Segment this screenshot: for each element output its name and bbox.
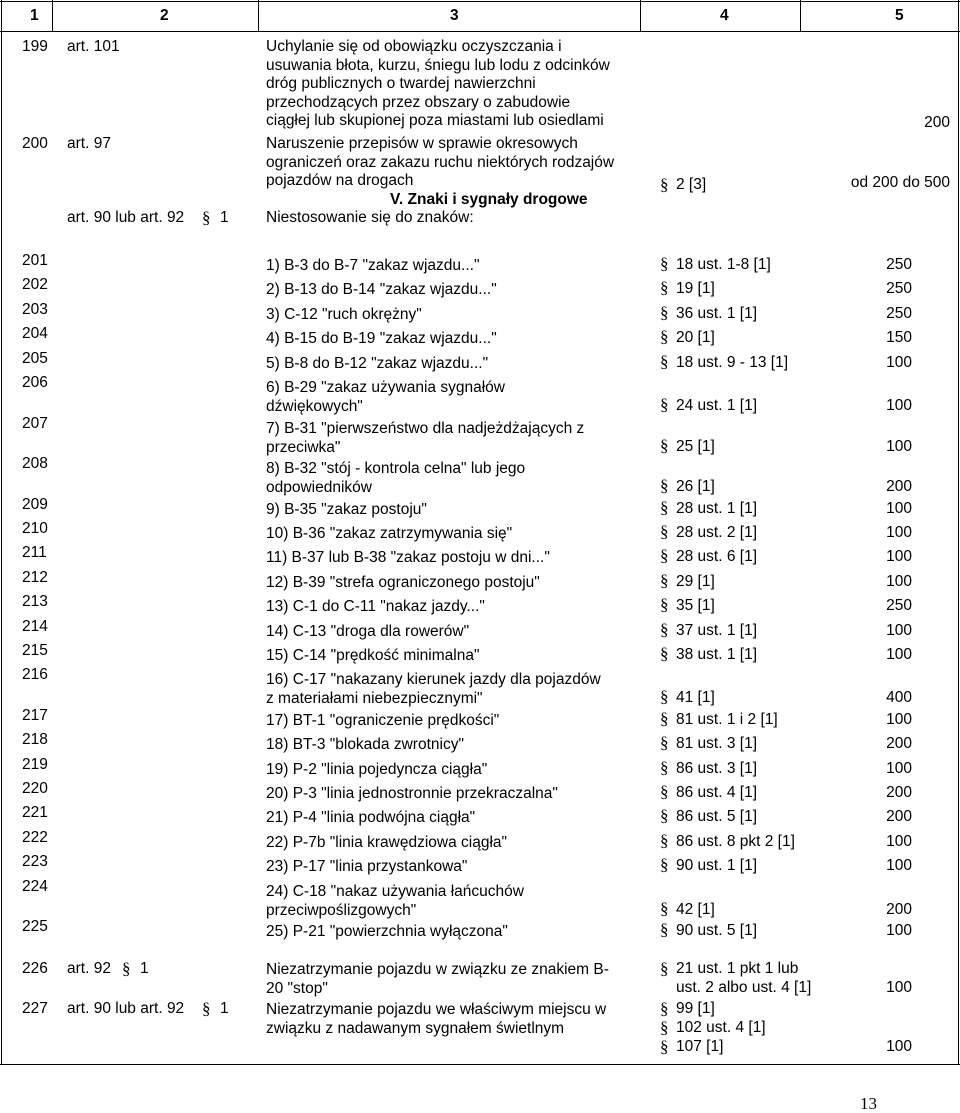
section-symbol: § <box>660 351 669 371</box>
section-ref: 102 ust. 4 [1] <box>676 1019 766 1036</box>
row-number: 223 <box>22 853 48 871</box>
sign-description: 3) C-12 "ruch okrężny" <box>266 305 422 323</box>
section-ref: 36 ust. 1 [1] <box>676 304 757 322</box>
section-ref: 18 ust. 9 - 13 [1] <box>676 353 789 371</box>
article-suffix: 1 <box>220 1000 229 1017</box>
sign-description: 6) B-29 "zakaz używania sygnałów dźwiękowych" <box>266 379 505 415</box>
section-ref: 38 ust. 1 [1] <box>676 645 757 663</box>
section-symbol: § <box>660 733 669 753</box>
section-symbol: § <box>660 959 669 978</box>
section-ref: 86 ust. 5 [1] <box>676 808 757 826</box>
section-symbol: § <box>660 999 669 1018</box>
col-divider-1-2 <box>52 0 53 31</box>
row-number: 225 <box>22 918 48 936</box>
row-number: 204 <box>22 325 48 343</box>
section-ref: 2 [3] <box>676 176 707 193</box>
fine-amount: 100 <box>886 572 912 590</box>
row-number: 220 <box>22 780 48 797</box>
row-number: 205 <box>22 349 48 367</box>
sign-description: 8) B-32 "stój - kontrola celna" lub jego odpowiedników <box>266 460 526 496</box>
offense-description: Niezatrzymanie pojazdu we właściwym miejscu w związku z nadawanym sygnałem świetlnym <box>266 1001 607 1037</box>
fine-amount: 100 <box>886 523 912 541</box>
row-number: 207 <box>22 414 48 432</box>
col-divider-2-3 <box>258 0 259 31</box>
offense-description: Uchylanie się od obowiązku oczyszczania i usuwania błota, kurzu, śniegu lub lodu z odcinków dróg publicznych o twardej nawierzchni przechodzących przez obszary o zabudowie ciągłej lub skupionej poza miastami lub osiedlami <box>266 38 610 129</box>
group-article-suffix: 1 <box>220 209 229 226</box>
row-number: 217 <box>22 706 48 724</box>
section-symbol: § <box>660 435 669 455</box>
column-header-4: 4 <box>720 7 729 24</box>
section-symbol: § <box>660 278 669 298</box>
sign-description: 11) B-37 lub B-38 "zakaz postoju w dni..." <box>266 549 550 567</box>
sign-description: 17) BT-1 "ograniczenie prędkości" <box>266 711 500 729</box>
section-ref: 86 ust. 3 [1] <box>676 759 757 777</box>
fine-amount: 400 <box>886 689 912 707</box>
sign-description: 18) BT-3 "blokada zwrotnicy" <box>266 736 464 754</box>
fine-amount: 100 <box>886 759 912 777</box>
section-symbol: § <box>660 476 669 495</box>
section-ref: 28 ust. 6 [1] <box>676 548 757 566</box>
section-ref: 21 ust. 1 pkt 1 lub <box>676 960 799 977</box>
row-number: 224 <box>22 877 48 895</box>
col-divider-4-5 <box>800 0 801 31</box>
section-symbol: § <box>660 254 669 273</box>
fine-amount: 100 <box>886 710 912 728</box>
sign-description: 12) B-39 "strefa ograniczonego postoju" <box>266 573 540 591</box>
section-ref: 81 ust. 3 [1] <box>676 735 757 753</box>
section-symbol: § <box>660 595 669 615</box>
sign-description: 22) P-7b "linia krawędziowa ciągła" <box>266 833 508 851</box>
fine-amount: 250 <box>886 304 912 322</box>
group-article-ref: art. 90 lub art. 92 <box>67 209 185 226</box>
fine-amount: 100 <box>886 397 912 414</box>
header-bottom-border <box>0 31 960 32</box>
section-ref: 18 ust. 1-8 [1] <box>676 256 771 273</box>
section-ref: 42 [1] <box>676 900 715 918</box>
fine-amount: 100 <box>886 1038 912 1055</box>
section-symbol: § <box>660 708 669 728</box>
article-ref: art. 97 <box>67 135 111 152</box>
sign-description: 23) P-17 "linia przystankowa" <box>266 858 468 876</box>
section-title: V. Znaki i sygnały drogowe <box>390 191 588 208</box>
fine-amount: od 200 do 500 <box>850 174 950 191</box>
sign-description: 10) B-36 "zakaz zatrzymywania się" <box>266 524 513 542</box>
article-ref: art. 90 lub art. 92 <box>67 1000 185 1017</box>
row-number: 208 <box>22 455 48 472</box>
row-number: 216 <box>22 666 48 684</box>
sign-description: 19) P-2 "linia pojedyncza ciągła" <box>266 760 488 778</box>
section-symbol: § <box>660 497 669 517</box>
column-header-2: 2 <box>160 7 169 24</box>
sign-description: 1) B-3 do B-7 "zakaz wjazdu..." <box>266 257 480 274</box>
section-ref: 90 ust. 1 [1] <box>676 857 757 875</box>
fine-amount: 250 <box>886 256 912 273</box>
section-symbol: § <box>202 208 211 227</box>
row-number: 206 <box>22 374 48 391</box>
section-ref: ust. 2 albo ust. 4 [1] <box>676 979 812 996</box>
sign-description: 20) P-3 "linia jednostronnie przekraczalna" <box>266 785 558 802</box>
section-symbol: § <box>660 175 669 194</box>
fine-amount: 100 <box>886 353 912 371</box>
section-ref: 107 [1] <box>676 1038 724 1055</box>
table-top-border <box>0 1 960 2</box>
section-ref: 24 ust. 1 [1] <box>676 397 757 414</box>
section-symbol: § <box>660 1037 669 1056</box>
section-symbol: § <box>660 1018 669 1037</box>
section-ref: 37 ust. 1 [1] <box>676 621 757 639</box>
section-ref: 29 [1] <box>676 572 715 590</box>
section-symbol: § <box>660 521 669 541</box>
fine-amount: 100 <box>886 548 912 566</box>
section-ref: 28 ust. 1 [1] <box>676 499 757 517</box>
section-symbol: § <box>660 920 669 940</box>
section-ref: 90 ust. 5 [1] <box>676 922 757 940</box>
section-ref: 86 ust. 8 pkt 2 [1] <box>676 832 795 850</box>
section-symbol: § <box>660 546 669 566</box>
section-symbol: § <box>660 570 669 590</box>
section-symbol: § <box>660 302 669 322</box>
fine-amount: 200 <box>886 784 912 801</box>
row-number: 215 <box>22 641 48 659</box>
section-symbol: § <box>660 782 669 801</box>
offense-description: Naruszenie przepisów w sprawie okresowych ograniczeń oraz zakazu ruchu niektórych rodzajów pojazdów na drogach <box>266 135 615 189</box>
fine-amount: 200 <box>924 114 950 131</box>
sign-description: 15) C-14 "prędkość minimalna" <box>266 646 480 664</box>
sign-description: 13) C-1 do C-11 "nakaz jazdy..." <box>266 598 485 616</box>
fine-amount: 100 <box>886 645 912 663</box>
row-number: 211 <box>22 544 47 562</box>
section-symbol: § <box>202 999 211 1018</box>
article-ref: art. 101 <box>67 38 120 55</box>
row-number: 199 <box>22 38 48 55</box>
page-number: 13 <box>860 1094 877 1113</box>
sign-description: 21) P-4 "linia podwójna ciągła" <box>266 809 476 827</box>
row-number: 218 <box>22 731 48 749</box>
fine-amount: 100 <box>886 499 912 517</box>
fine-amount: 100 <box>886 922 912 940</box>
section-symbol: § <box>660 327 669 347</box>
section-ref: 41 [1] <box>676 689 715 707</box>
fine-amount: 100 <box>886 857 912 875</box>
row-number: 210 <box>22 519 48 537</box>
section-ref: 26 [1] <box>676 478 715 495</box>
section-ref: 99 [1] <box>676 1000 715 1017</box>
sign-description: 7) B-31 "pierwszeństwo dla nadjeżdżających z przeciwka" <box>266 419 585 456</box>
fine-amount: 200 <box>886 478 912 495</box>
column-header-3: 3 <box>450 7 459 24</box>
section-symbol: § <box>660 830 669 850</box>
section-symbol: § <box>660 806 669 826</box>
section-symbol: § <box>660 898 669 918</box>
fine-amount: 200 <box>886 900 912 918</box>
section-symbol: § <box>660 855 669 875</box>
fine-amount: 200 <box>886 735 912 753</box>
article-suffix: 1 <box>140 960 149 977</box>
row-number: 200 <box>22 135 48 152</box>
sign-description: 2) B-13 do B-14 "zakaz wjazdu..." <box>266 281 497 299</box>
sign-description: 16) C-17 "nakazany kierunek jazdy dla pojazdów z materiałami niebezpiecznymi" <box>266 671 601 708</box>
row-number: 214 <box>22 617 48 635</box>
fine-amount: 100 <box>886 832 912 850</box>
section-ref: 35 [1] <box>676 597 715 615</box>
section-symbol: § <box>660 619 669 639</box>
row-number: 213 <box>22 593 48 611</box>
column-header-1: 1 <box>30 7 39 24</box>
section-symbol: § <box>660 395 669 414</box>
article-ref: art. 92 <box>67 960 111 977</box>
fine-amount: 100 <box>886 621 912 639</box>
row-number: 222 <box>22 828 48 846</box>
row-number: 219 <box>22 755 48 773</box>
row-number: 227 <box>22 1000 48 1017</box>
sign-description: 25) P-21 "powierzchnia wyłączona" <box>266 923 508 941</box>
section-ref: 86 ust. 4 [1] <box>676 784 757 801</box>
section-ref: 19 [1] <box>676 280 715 298</box>
col-border-right <box>958 0 959 1065</box>
table-bottom-border <box>0 1064 960 1065</box>
section-symbol: § <box>660 643 669 663</box>
sign-description: 5) B-8 do B-12 "zakaz wjazdu..." <box>266 354 489 372</box>
fine-amount: 150 <box>886 329 912 347</box>
section-symbol: § <box>122 959 131 978</box>
row-number: 212 <box>22 568 48 586</box>
offense-description: Niezatrzymanie pojazdu w związku ze znakiem B- 20 "stop" <box>266 961 609 997</box>
row-number: 202 <box>22 276 48 294</box>
row-number: 226 <box>22 960 48 977</box>
section-ref: 81 ust. 1 i 2 [1] <box>676 710 778 728</box>
col-divider-3-4 <box>640 0 641 31</box>
fine-amount: 250 <box>886 597 912 615</box>
section-ref: 28 ust. 2 [1] <box>676 523 757 541</box>
group-description: Niestosowanie się do znaków: <box>266 209 474 226</box>
fine-amount: 200 <box>886 808 912 826</box>
fine-amount: 250 <box>886 280 912 298</box>
sign-description: 24) C-18 "nakaz używania łańcuchów przeciwpoślizgowych" <box>266 882 524 919</box>
section-symbol: § <box>660 757 669 777</box>
fine-amount: 100 <box>886 437 912 455</box>
sign-description: 14) C-13 "droga dla rowerów" <box>266 622 470 640</box>
row-number: 221 <box>22 804 48 822</box>
section-ref: 20 [1] <box>676 329 715 347</box>
row-number: 209 <box>22 495 48 513</box>
section-symbol: § <box>660 687 669 707</box>
section-ref: 25 [1] <box>676 437 715 455</box>
row-number: 201 <box>22 252 48 269</box>
sign-description: 9) B-35 "zakaz postoju" <box>266 500 427 518</box>
col-border-left <box>1 0 2 1065</box>
sign-description: 4) B-15 do B-19 "zakaz wjazdu..." <box>266 330 497 348</box>
row-number: 203 <box>22 300 48 318</box>
fine-amount: 100 <box>886 979 912 996</box>
column-header-5: 5 <box>895 7 904 24</box>
